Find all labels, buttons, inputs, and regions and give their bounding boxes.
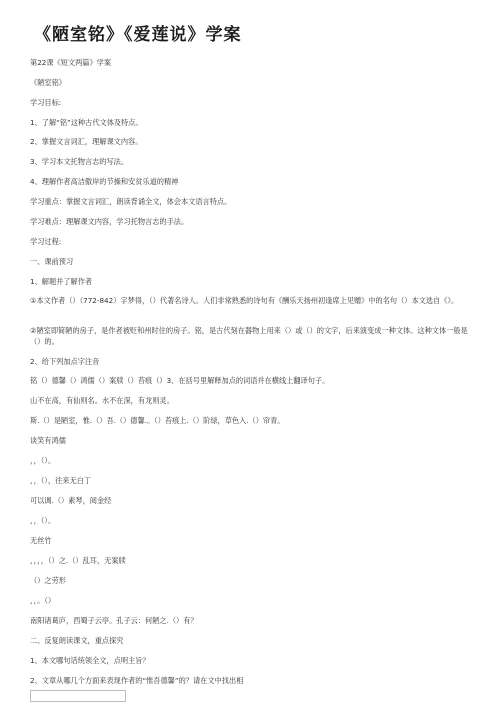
text-line-3: 谈笑有鸿儒: [30, 436, 66, 445]
answer-box: [30, 690, 126, 702]
section-title-loushiming: 《陋室铭》: [30, 78, 66, 87]
process-heading: 学习过程:: [30, 237, 62, 246]
difficult-points: 学习难点：理解课文内容，学习托物言志的手法。: [30, 217, 189, 226]
part-two-heading: 二、反复朗读课文，重点探究: [30, 636, 124, 645]
text-line-8: （）之劳形: [30, 576, 66, 585]
question-2: 2、文章从哪几个方面来表现作者的“惟吾德馨”的？请在文中找出相: [30, 676, 244, 685]
text-line-4: ，，（），往来无白丁: [30, 476, 92, 485]
text-line-9: 南阳诸葛庐，西蜀子云亭。孔子云：何陋之.（）有？: [30, 616, 198, 625]
document-title: 《陋室铭》《爱莲说》学案: [34, 25, 242, 45]
lesson-heading: 第22课《短文两篇》学案: [30, 58, 112, 67]
question-1: 1、本文哪句话统领全文，点明主旨？: [30, 656, 150, 665]
text-line-1: 山不在高，有仙则名。水不在深，有龙则灵。: [30, 396, 174, 405]
blank-line-2: ，，（）。: [30, 516, 56, 525]
objectives-heading: 学习目标:: [30, 98, 62, 107]
task-1-heading: 1、解题并了解作者: [30, 277, 93, 286]
part-one-heading: 一、课前预习: [30, 257, 74, 266]
author-paragraph: ①本文作者（）（772-842）字梦得，（）代著名诗人。人们非常熟悉的诗句有《酬乐天扬州初逢席上见赠》中的名句（）本文选自《》。: [30, 296, 459, 305]
blank-line-1: ，，（）。: [30, 456, 56, 465]
text-line-5: 可以调.（）素琴，阅金经: [30, 496, 112, 505]
objective-item-4: 4、理解作者高洁傲岸的节操和安贫乐道的精神: [30, 177, 179, 186]
pinyin-exercise: 铭（）德馨（）鸿儒（）案牍（）苔痕（）3、在括号里解释加点的词语并在横线上翻译句子。: [30, 376, 330, 385]
blank-line-3: ，，。（）: [30, 596, 56, 605]
objective-item-1: 1、了解“铭”这种古代文体及特点。: [30, 118, 143, 127]
task-2-heading: 2、给下列加点字注音: [30, 357, 100, 366]
text-line-2: 斯.（）是陋室，惟.（）吾.（）德馨.。（）苔痕上.（）阶绿，草色入.（）帘青。: [30, 416, 285, 425]
text-line-7: ，，，，（）之.（）乱耳，无案牍: [30, 556, 126, 565]
objective-item-2: 2、掌握文言词汇，理解课文内容。: [30, 137, 143, 146]
key-points: 学习重点：掌握文言词汇，朗读背诵全文，体会本文语言特点。: [30, 197, 232, 206]
objective-item-3: 3、学习本文托物言志的写法。: [30, 157, 129, 166]
genre-paragraph: ②陋室即简陋的房子，是作者被贬和州时住的房子。铭，是古代刻在器物上用来（）或（）的文字，后来演变成一种文体。这种文体一般是（）的。: [30, 326, 468, 346]
text-line-6: 无丝竹: [30, 536, 52, 545]
